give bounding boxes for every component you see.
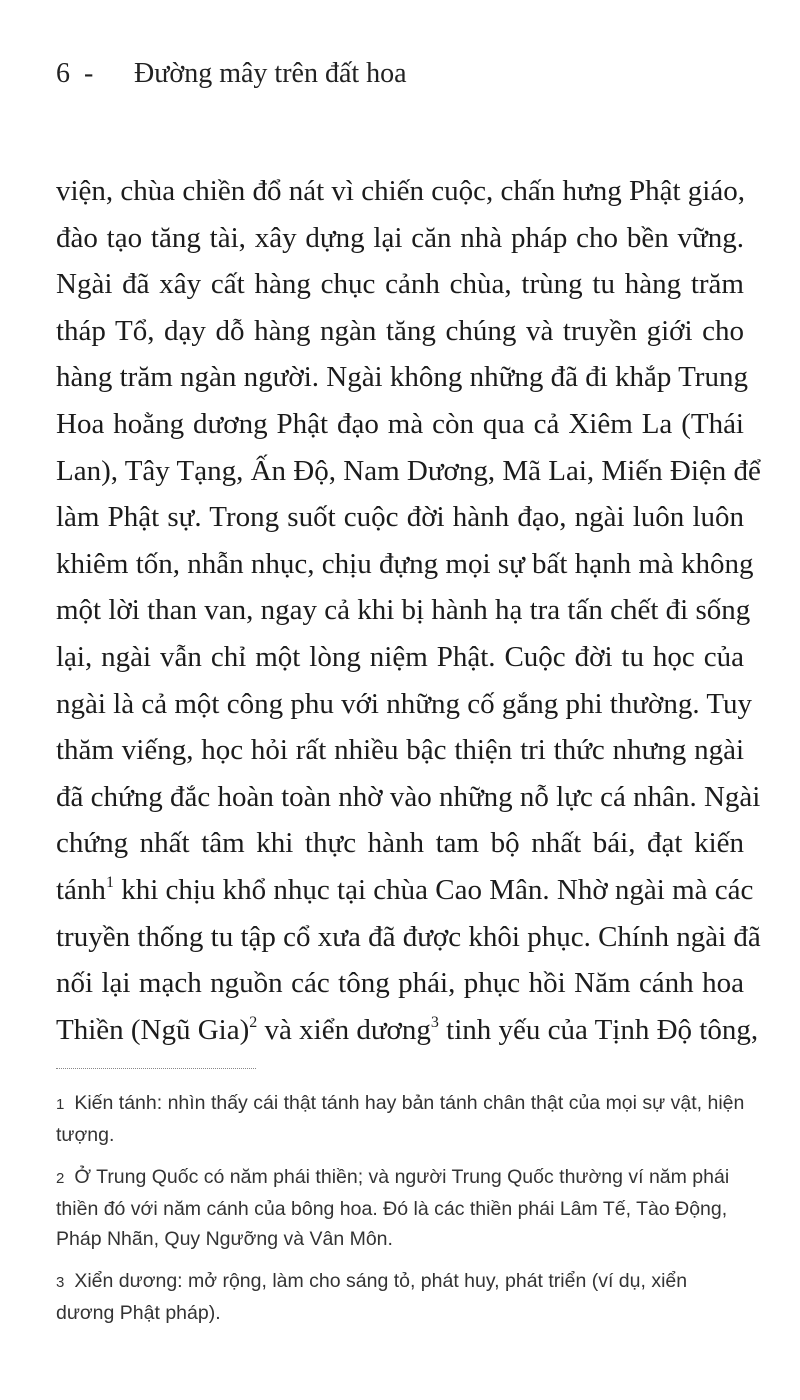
page-header bbox=[56, 58, 407, 90]
line-text: và xiển dương bbox=[257, 1013, 431, 1046]
text-line bbox=[56, 867, 754, 914]
main-text bbox=[56, 168, 761, 1053]
text-line: khiêm tốn, nhẫn nhục, chịu đựng mọi sự bất hạnh mà không bbox=[56, 547, 754, 580]
footnote-text: Ở Trung Quốc có năm phái thiền; và người Trung Quốc thường ví năm phái thiền đó với năm cánh của bông hoa. Đó là các thiền phái Lâm Tế, Tào Động, Pháp Nhãn, Quy Ngưỡng và Vân Môn. bbox=[56, 1166, 730, 1250]
text-line: truyền thống tu tập cổ xưa đã được khôi phục. Chính ngài đã bbox=[56, 920, 761, 953]
text-line: đã chứng đắc hoàn toàn nhờ vào những nỗ lực cá nhân. Ngài bbox=[56, 780, 761, 813]
text-line: tháp Tổ, dạy dỗ hàng ngàn tăng chúng và truyền giới cho bbox=[56, 314, 744, 347]
footnote-1 bbox=[56, 1088, 746, 1150]
text-line bbox=[56, 1007, 759, 1054]
footnote-text: Xiển dương: mở rộng, làm cho sáng tỏ, phát huy, phát triển (ví dụ, xiển dương Phật pháp). bbox=[56, 1270, 688, 1324]
book-title: Đường mây trên đất hoa bbox=[134, 58, 407, 89]
footnote-ref-2: 2 bbox=[249, 1013, 258, 1031]
footnote-2 bbox=[56, 1162, 746, 1254]
footnote-3 bbox=[56, 1266, 746, 1328]
footnote-ref-3: 3 bbox=[430, 1013, 439, 1031]
text-line: làm Phật sự. Trong suốt cuộc đời hành đạo, ngài luôn luôn bbox=[56, 501, 744, 534]
text-line: ngài là cả một công phu với những cố gắng phi thường. Tuy bbox=[56, 687, 753, 720]
line-text: Thiền (Ngũ Gia) bbox=[56, 1013, 250, 1046]
text-line: lại, ngài vẫn chỉ một lòng niệm Phật. Cuộc đời tu học của bbox=[56, 640, 744, 673]
text-line: đào tạo tăng tài, xây dựng lại căn nhà pháp cho bền vững. bbox=[56, 221, 744, 254]
text-line: thăm viếng, học hỏi rất nhiều bậc thiện tri thức nhưng ngài bbox=[56, 734, 744, 767]
text-line: chứng nhất tâm khi thực hành tam bộ nhất bái, đạt kiến bbox=[56, 827, 744, 860]
text-line: Lan), Tây Tạng, Ấn Độ, Nam Dương, Mã Lai, Miến Điện để bbox=[56, 454, 761, 487]
footnote-number: 3 bbox=[56, 1274, 65, 1291]
text-line: Hoa hoằng dương Phật đạo mà còn qua cả Xiêm La (Thái bbox=[56, 407, 744, 440]
footnote-ref-1: 1 bbox=[105, 873, 114, 891]
text-line: viện, chùa chiền đổ nát vì chiến cuộc, chấn hưng Phật giáo, bbox=[56, 175, 745, 207]
line-text: tánh bbox=[56, 873, 106, 906]
line-text: tinh yếu của Tịnh Độ tông, bbox=[438, 1013, 759, 1046]
footnote-number: 2 bbox=[56, 1170, 65, 1187]
text-line: một lời than van, ngay cả khi bị hành hạ tra tấn chết đi sống bbox=[56, 594, 751, 627]
footnotes bbox=[56, 1088, 746, 1340]
text-line: hàng trăm ngàn người. Ngài không những đã đi khắp Trung bbox=[56, 361, 748, 394]
footnote-divider bbox=[56, 1068, 256, 1069]
text-line: Ngài đã xây cất hàng chục cảnh chùa, trùng tu hàng trăm bbox=[56, 268, 744, 301]
footnote-number: 1 bbox=[56, 1096, 65, 1113]
header-separator: - bbox=[84, 58, 94, 89]
text-line: nối lại mạch nguồn các tông phái, phục hồi Năm cánh hoa bbox=[56, 967, 744, 1000]
footnote-text: Kiến tánh: nhìn thấy cái thật tánh hay bản tánh chân thật của mọi sự vật, hiện tượng. bbox=[56, 1092, 745, 1146]
line-text: khi chịu khổ nhục tại chùa Cao Mân. Nhờ ngài mà các bbox=[113, 873, 754, 906]
page-number: 6 bbox=[56, 58, 70, 89]
